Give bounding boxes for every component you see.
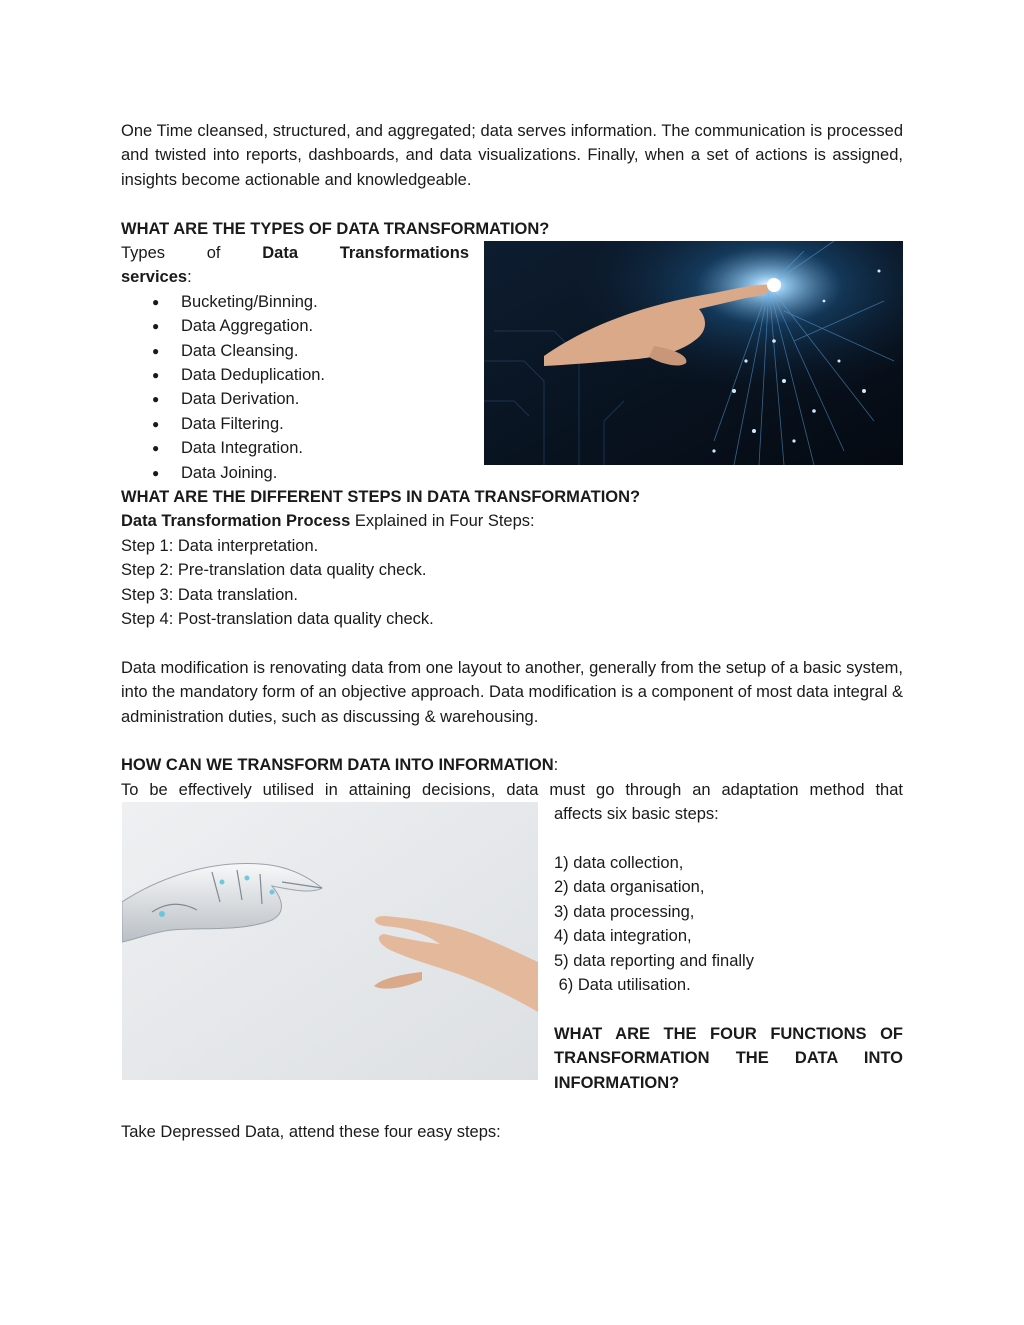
how-section [121,802,903,1095]
types-lead-bold: Transformations [339,244,469,263]
list-item: ● Data Filtering. [121,412,469,436]
types-lead-colon: : [187,268,192,287]
how-step-line: 1) data collection, [554,854,684,873]
how-right-column [554,802,903,1095]
digital-touch-image [484,241,903,465]
types-heading: WHAT ARE THE TYPES OF DATA TRANSFORMATION? [121,219,550,238]
list-item: ● Data Derivation. [121,387,469,411]
functions-heading-line: TRANSFORMATION THE DATA INTO [554,1049,903,1068]
list-item: ● Data Joining. [121,461,469,485]
types-lead-bold: Data [262,244,298,263]
steps-lead-rest: Explained in Four Steps: [350,512,535,531]
functions-heading-line: INFORMATION? [554,1073,680,1092]
types-lead-bold: services [121,268,188,287]
how-step-line: 6) Data utilisation. [554,976,691,995]
step-line: Step 1: Data interpretation. [121,536,319,555]
hand-touching-network-illustration [484,241,903,465]
step-line: Step 3: Data translation. [121,585,299,604]
types-lead-line2 [121,265,469,289]
closing-paragraph: Take Depressed Data, attend these four easy steps: [121,1122,501,1141]
list-item: ● Data Integration. [121,436,469,460]
how-heading: HOW CAN WE TRANSFORM DATA INTO INFORMATION [121,756,554,775]
types-section [121,241,903,485]
how-step-line: 5) data reporting and finally [554,951,754,970]
steps-lead-bold: Data Transformation Process [121,512,351,531]
list-item: ● Data Aggregation. [121,314,469,338]
types-lead-word: Types [121,244,166,263]
how-step-line: 4) data integration, [554,927,692,946]
robot-and-human-hand-illustration [122,802,538,1080]
how-heading-line [121,753,903,777]
types-lead-line [121,241,469,265]
step-line: Step 4: Post-translation data quality check. [121,610,434,629]
list-item: ● Data Cleansing. [121,339,469,363]
types-lead-word: of [206,244,221,263]
how-lead-continued: affects six basic steps: [554,805,719,824]
types-list [121,290,469,485]
intro-paragraph: One Time cleansed, structured, and aggregated; data serves information. The communication is processed and twisted into reports, dashboards, and data visualizations. Finally, when a set of actions is assigned, insights become actionable and knowledgeable. [121,122,903,189]
list-item: ● Data Deduplication. [121,363,469,387]
modification-paragraph: Data modification is renovating data from one layout to another, generally from the setup of a basic system, into the mandatory form of an objective approach. Data modification is a component of most data integral & administration duties, such as discussing & warehousing. [121,658,903,726]
robot-human-hands-image [122,802,538,1080]
list-item: ● Bucketing/Binning. [121,290,469,314]
types-text-column [121,241,469,485]
document-page [121,119,903,1144]
how-step-line: 3) data processing, [554,902,695,921]
step-line: Step 2: Pre-translation data quality check. [121,561,427,580]
how-lead: To be effectively utilised in attaining decisions, data must go through an adaptation method that [121,780,903,799]
steps-lead [121,509,903,533]
steps-heading: WHAT ARE THE DIFFERENT STEPS IN DATA TRANSFORMATION? [121,488,641,507]
how-step-line: 2) data organisation, [554,878,705,897]
functions-heading-line: WHAT ARE THE FOUR FUNCTIONS OF [554,1024,903,1043]
how-heading-colon: : [553,756,559,775]
